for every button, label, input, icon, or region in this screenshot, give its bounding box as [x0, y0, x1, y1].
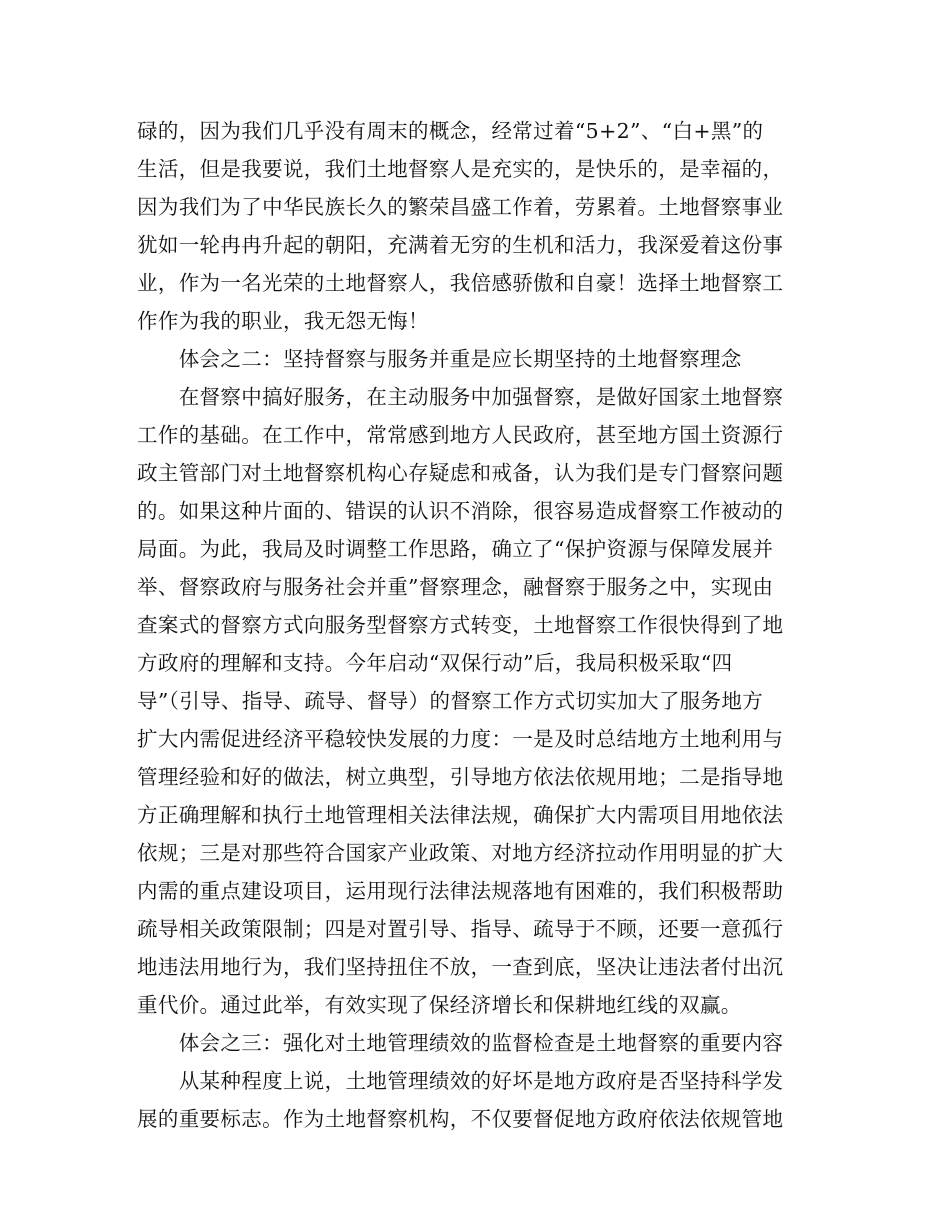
text-line: 政主管部门对土地督察机构心存疑虑和戒备，认为我们是专门督察问题 [137, 461, 784, 485]
text-line: 从某种程度上说，土地管理绩效的好坏是地方政府是否坚持科学发 [137, 1069, 784, 1093]
text-line: 地违法用地行为，我们坚持扭住不放，一查到底，坚决让违法者付出沉 [137, 955, 784, 979]
text-line: 工作的基础。在工作中，常常感到地方人民政府，甚至地方国土资源行 [137, 423, 784, 447]
text-line: 碌的，因为我们几乎没有周末的概念，经常过着“5+2”、“白+黑”的 [137, 119, 764, 143]
section-heading: 体会之二：坚持督察与服务并重是应长期坚持的土地督察理念 [137, 347, 742, 371]
text-line: 生活，但是我要说，我们土地督察人是充实的，是快乐的，是幸福的， [137, 157, 784, 181]
text-line: 展的重要标志。作为土地督察机构，不仅要督促地方政府依法依规管地 [137, 1107, 784, 1131]
text-line: 内需的重点建设项目，运用现行法律法规落地有困难的，我们积极帮助 [137, 879, 784, 903]
text-line: 作作为我的职业，我无怨无悔！ [137, 309, 429, 333]
text-line: 方正确理解和执行土地管理相关法律法规，确保扩大内需项目用地依法 [137, 803, 784, 827]
text-line: 的。如果这种片面的、错误的认识不消除，很容易造成督察工作被动的 [137, 499, 784, 523]
text-line: 因为我们为了中华民族长久的繁荣昌盛工作着，劳累着。土地督察事业 [137, 195, 784, 219]
text-line: 导”（引导、指导、疏导、督导）的督察工作方式切实加大了服务地方 [137, 689, 764, 713]
body-text [137, 112, 813, 1138]
text-line: 方政府的理解和支持。今年启动“双保行动”后，我局积极采取“四 [137, 651, 733, 675]
text-line: 管理经验和好的做法，树立典型，引导地方依法依规用地；二是指导地 [137, 765, 784, 789]
text-line: 疏导相关政策限制；四是对置引导、指导、疏导于不顾，还要一意孤行 [137, 917, 784, 941]
text-line: 犹如一轮冉冉升起的朝阳，充满着无穷的生机和活力，我深爱着这份事 [137, 233, 784, 257]
text-line: 扩大内需促进经济平稳较快发展的力度：一是及时总结地方土地利用与 [137, 727, 784, 751]
text-line: 依规；三是对那些符合国家产业政策、对地方经济拉动作用明显的扩大 [137, 841, 784, 865]
text-line: 业，作为一名光荣的土地督察人，我倍感骄傲和自豪！选择土地督察工 [137, 271, 784, 295]
text-line: 局面。为此，我局及时调整工作思路，确立了“保护资源与保障发展并 [137, 537, 774, 561]
text-line: 查案式的督察方式向服务型督察方式转变，土地督察工作很快得到了地 [137, 613, 784, 637]
text-line: 重代价。通过此举，有效实现了保经济增长和保耕地红线的双赢。 [137, 993, 742, 1017]
text-line: 在督察中搞好服务，在主动服务中加强督察，是做好国家土地督察 [137, 385, 784, 409]
section-heading: 体会之三：强化对土地管理绩效的监督检查是土地督察的重要内容 [137, 1031, 784, 1055]
text-line: 举、督察政府与服务社会并重”督察理念，融督察于服务之中，实现由 [137, 575, 774, 599]
